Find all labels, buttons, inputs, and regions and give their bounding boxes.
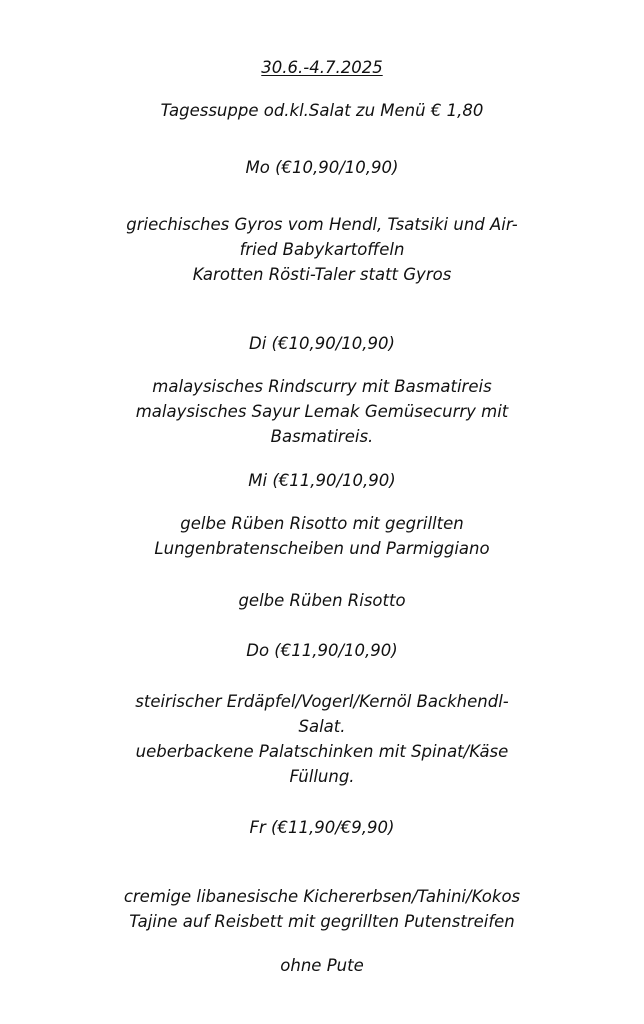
friday-dish-line: Tajine auf Reisbett mit gegrillten Putenstreifen [129,912,515,931]
day-heading-wednesday: Mi (€11,90/10,90) [248,471,396,490]
monday-dish-line: fried Babykartoffeln [239,240,405,259]
monday-dish-line: griechisches Gyros vom Hendl, Tsatsiki und Air- [126,215,518,234]
day-heading-friday: Fr (€11,90/€9,90) [249,818,395,837]
menu-date-range: 30.6.-4.7.2025 [261,58,383,77]
day-heading-thursday: Do (€11,90/10,90) [246,641,398,660]
monday-vegetarian-option: Karotten Rösti-Taler statt Gyros [192,265,452,284]
friday-dish-line: cremige libanesische Kichererbsen/Tahini/Kokos [123,887,521,906]
day-heading-monday: Mo (€10,90/10,90) [245,158,399,177]
friday-vegetarian-option: ohne Pute [280,956,364,975]
day-heading-tuesday: Di (€10,90/10,90) [249,334,395,353]
thursday-vegetarian-option: Füllung. [289,767,355,786]
soup-salad-note: Tagessuppe od.kl.Salat zu Menü € 1,80 [160,101,484,120]
wednesday-vegetarian-option: gelbe Rüben Risotto [238,591,406,610]
tuesday-vegetarian-option: Basmatireis. [270,427,374,446]
thursday-dish-line: steirischer Erdäpfel/Vogerl/Kernöl Backhendl- [135,692,509,711]
tuesday-vegetarian-option: malaysisches Sayur Lemak Gemüsecurry mit [135,402,509,421]
thursday-vegetarian-option: ueberbackene Palatschinken mit Spinat/Käse [135,742,509,761]
tuesday-dish-line: malaysisches Rindscurry mit Basmatireis [152,377,492,396]
wednesday-dish-line: Lungenbratenscheiben und Parmiggiano [154,539,490,558]
wednesday-dish-line: gelbe Rüben Risotto mit gegrillten [180,514,464,533]
thursday-dish-line: Salat. [298,717,346,736]
